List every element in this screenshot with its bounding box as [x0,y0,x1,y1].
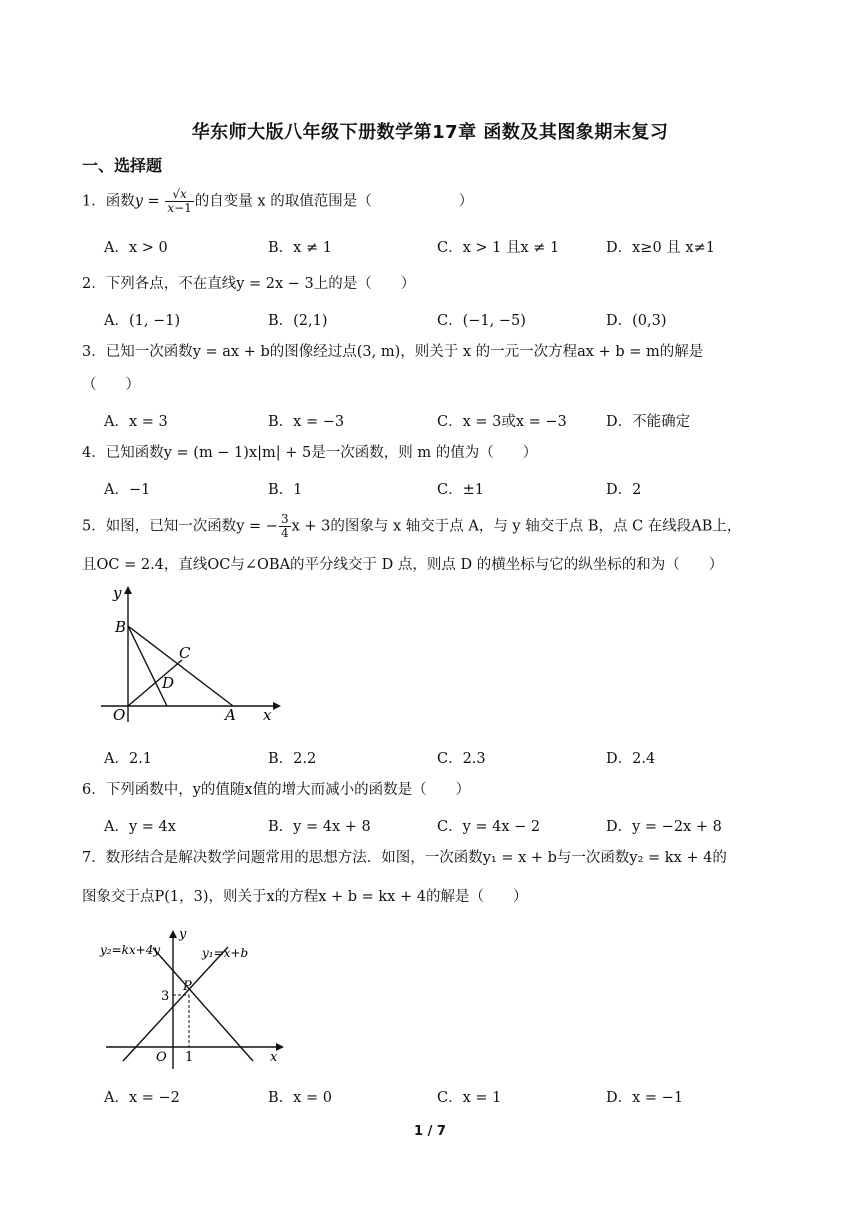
question-2: 2．下列各点，不在直线y = 2x − 3上的是（ ） [82,276,416,292]
q5-label-a: A [225,706,236,724]
q5-label-b: B [115,618,127,636]
q5-option-c[interactable]: C．2.3 [437,751,486,767]
q4-option-d[interactable]: D．2 [606,482,642,498]
q1-prefix: 1．函数 [82,193,135,210]
q4-option-a[interactable]: A．−1 [104,482,151,498]
q1-option-c[interactable]: C．x > 1 且x ≠ 1 [437,240,560,256]
q6-option-a[interactable]: A．y = 4x [104,819,176,835]
q7-label-1: 1 [185,1050,194,1065]
page-title: 华东师大版八年级下册数学第17章 函数及其图象期末复习 [191,122,669,143]
q2-option-c[interactable]: C．(−1, −5) [437,313,526,329]
q3-option-d[interactable]: D．不能确定 [606,414,691,430]
q1-option-a[interactable]: A．x > 0 [104,240,168,256]
q6-option-c[interactable]: C．y = 4x − 2 [437,819,541,835]
q2-option-d[interactable]: D．(0,3) [606,313,667,329]
q4-option-b[interactable]: B．1 [268,482,303,498]
q5-label-y: y [113,584,122,602]
q7-label-p: P [183,979,192,994]
question-4: 4．已知函数y = (m − 1)x|m| + 5是一次函数，则 m 的值为（ ） [82,445,538,461]
q5-option-d[interactable]: D．2.4 [606,751,656,767]
q2-option-b[interactable]: B．(2,1) [268,313,328,329]
q2-option-a[interactable]: A．(1, −1) [104,313,181,329]
q5-prefix: 5．如图，已知一次函数y = − [82,518,278,535]
section-heading: 一、选择题 [82,156,163,175]
q5-figure [95,582,285,727]
q3-option-b[interactable]: B．x = −3 [268,414,345,430]
page-number: 1 / 7 [414,1124,446,1139]
q6-option-b[interactable]: B．y = 4x + 8 [268,819,371,835]
question-7-line2: 图象交于点P(1，3)，则关于x的方程x + b = kx + 4的解是（ ） [82,889,528,905]
question-5-line1 [82,513,741,540]
q7-label-o: O [156,1050,167,1065]
question-3-line1: 3．已知一次函数y = ax + b的图像经过点(3, m)，则关于 x 的一元一次方程ax + b = m的解是 [82,344,704,360]
q1-formula-lhs: y [134,193,143,210]
q5-option-a[interactable]: A．2.1 [104,751,153,767]
q5-fraction: $\frac{3}{4}$ [280,512,289,540]
q7-label-y2: y₂=kx+4y [100,943,161,957]
q5-suffix: x + 3的图象与 x 轴交于点 A，与 y 轴交于点 B，点 C 在线段AB上， [291,518,742,535]
q7-figure [98,924,288,1074]
q7-label-y: y [179,927,187,942]
q3-option-a[interactable]: A．x = 3 [104,414,168,430]
q6-option-d[interactable]: D．y = −2x + 8 [606,819,722,835]
q5-label-d: D [162,674,175,692]
q5-label-x: x [263,706,272,724]
q1-suffix: 的自变量 x 的取值范围是（ ） [194,193,474,210]
q7-option-a[interactable]: A．x = −2 [104,1090,180,1106]
q1-fraction: $\frac{√x}{x-1}$ [167,187,192,215]
q3-option-c[interactable]: C．x = 3或x = −3 [437,414,567,430]
q7-label-x: x [270,1050,278,1065]
question-6: 6．下列函数中，y的值随x值的增大而减小的函数是（ ） [82,782,471,798]
question-1: 1．函数y = $\frac{√x}{x-1}$ 的自变量 x 的取值范围是（ ） [82,187,474,215]
question-3-line2: （ ） [82,377,140,393]
q7-option-c[interactable]: C．x = 1 [437,1090,502,1106]
q7-option-b[interactable]: B．x = 0 [268,1090,332,1106]
q7-option-d[interactable]: D．x = −1 [606,1090,684,1106]
q7-label-y1: y₁=x+b [202,946,249,960]
q5-label-c: C [179,644,191,662]
q1-option-d[interactable]: D．x≥0 且 x≠1 [606,240,715,256]
q7-label-3: 3 [161,989,170,1004]
q5-option-b[interactable]: B．2.2 [268,751,317,767]
q5-label-o: O [113,706,126,724]
q1-option-b[interactable]: B．x ≠ 1 [268,240,332,256]
q4-option-c[interactable]: C．±1 [437,482,484,498]
question-7-line1: 7．数形结合是解决数学问题常用的思想方法．如图，一次函数y₁ = x + b与一次函数y₂ = kx + 4的 [82,850,727,866]
question-5-line2: 且OC = 2.4，直线OC与∠OBA的平分线交于 D 点，则点 D 的横坐标与它的纵坐标的和为（ ） [82,557,724,573]
